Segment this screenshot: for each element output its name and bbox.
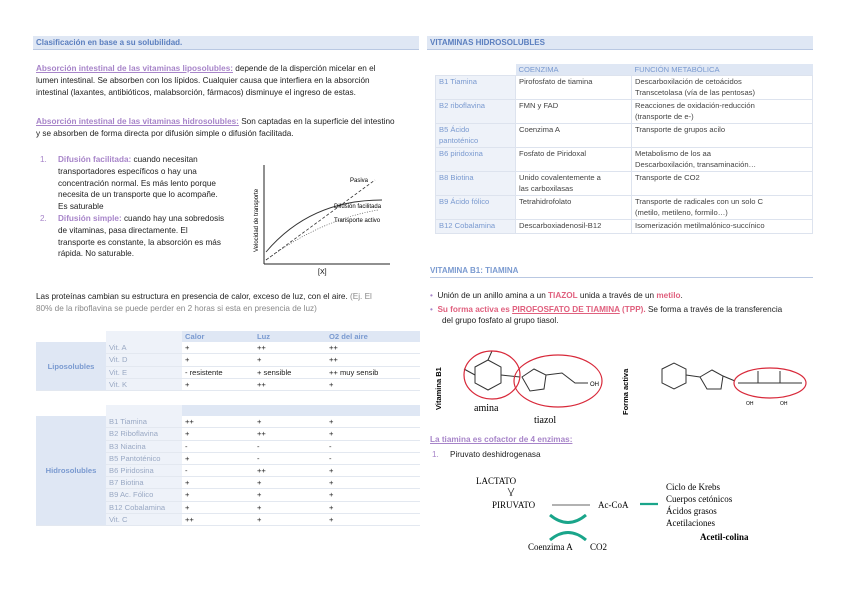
mol-label-b1: Vitamina B1 (434, 367, 443, 410)
path-acidos: Ácidos grasos (666, 506, 717, 516)
list-item: 2. Difusión simple: cuando hay una sobredosis de vitaminas, pasa directamente. El transporte es constante, la absorción es más rápida. No saturable. (40, 213, 225, 259)
table-row: Liposolubles Vit. A + ++ ++ (36, 342, 420, 354)
lipo-group-label: Liposolubles (36, 342, 106, 390)
table-row: B2 riboflavina FMN y FAD Reacciones de oxidación-reducción (transporte de e-) (436, 100, 813, 124)
table-row: Vit. K + ++ + (36, 378, 420, 390)
graph-xlabel: [X] (318, 269, 327, 276)
path-co2: CO2 (590, 542, 608, 552)
hidro-stability-table (36, 405, 420, 526)
path-piruvato: PIRUVATO (492, 500, 536, 510)
hidro-paragraph: Absorción intestinal de las vitaminas hidrosolubles: Son captadas en la superficie del intestino y se absorben de forma directa por difusión simple o difusión facilitada. (36, 117, 395, 138)
diffusion-list (40, 154, 255, 260)
label-activo: Transporte activo (334, 218, 381, 224)
hidro-group-label: Hidrosolubles (36, 416, 106, 525)
table-row: B9 Ácido fólico Tetrahidrofolato Transporte de radicales con un solo C (metilo, metileno, formilo…) (436, 196, 813, 220)
label-pasiva: Pasiva (350, 178, 369, 184)
path-acetilcolina: Acetil-colina (700, 532, 749, 542)
table-row: B6 piridoxina Fosfato de Piridoxal Metabolismo de los aa Descarboxilación, transaminación… (436, 148, 813, 172)
svg-text:OH: OH (590, 382, 599, 388)
table-row: Hidrosolubles B1 Tiamina ++ + + (36, 416, 420, 428)
b1-bullets (430, 290, 820, 327)
table-row: B8 Biotina Unido covalentemente a las carboxilasas Transporte de CO2 (436, 172, 813, 196)
path-acoa: Ac-CoA (598, 500, 629, 510)
table-row: B12 Cobalamina Descarboxiadenosil-B12 Isomerización metilmalónico-succínico (436, 220, 813, 234)
lipo-stability-table: Calor Luz O2 del aire Liposolubles Vit. A + ++ ++ Vit. D + + ++ Vit. E - resistente + sensible ++ muy sensib Vit. K + ++ + (36, 331, 420, 391)
graph-ylabel: Velocidad de transporte (254, 188, 260, 252)
path-ciclo: Ciclo de Krebs (666, 482, 720, 492)
table-row: B5 Ácido pantoténico Coenzima A Transporte de grupos acilo (436, 124, 813, 148)
enzyme-item-1: 1. Piruvato deshidrogenasa (432, 450, 541, 459)
thiamine-structures (430, 345, 815, 435)
pyruvate-pathway (470, 470, 790, 555)
enzyme-title: La tiamina es cofactor de 4 enzimas: (430, 435, 573, 444)
list-item: • Unión de un anillo amina a un TIAZOL unida a través de un metilo. (430, 291, 683, 300)
transport-graph (250, 160, 395, 280)
table-row: B12 Cobalamina + + + (36, 501, 420, 513)
label-facilitada: Difusión facilitada (334, 204, 382, 210)
hidro-heading: Absorción intestinal de las vitaminas hidrosolubles: (36, 117, 239, 126)
protein-paragraph: Las proteínas cambian su estructura en presencia de calor, exceso de luz, con el aire. (Ej. El 80% de la riboflavina se puede perder en 2 horas si esta en presencia de luz) (36, 292, 372, 313)
list-item: • Su forma activa es PIROFOSFATO DE TIAMINA (TPP). Se forma a través de la transferencia del grupo fosfato al grupo tiasol. (430, 304, 783, 325)
path-acetil: Acetilaciones (666, 518, 715, 528)
left-section-header: Clasificación en base a su solubilidad. (33, 36, 419, 50)
table-row: B7 Biotina + + + (36, 477, 420, 489)
table-row: B9 Ac. Fólico + + + (36, 489, 420, 501)
tiazol-label: tiazol (534, 415, 557, 426)
lipo-paragraph: Absorción intestinal de las vitaminas liposolubles: depende de la disperción micelar en el lumen intestinal. Se absorben con los lípidos. Cualquier causa que interfiera en la absorción intestinal (laxantes, antibióticos, malabsorción, fármacos) disminuye el ingreso de estas. (36, 64, 376, 97)
path-lactato: LACTATO (476, 476, 517, 486)
table-row: B3 Niacina - - - (36, 440, 420, 452)
path-cuerpos: Cuerpos cetónicos (666, 494, 733, 504)
table-row: Vit. D + + ++ (36, 354, 420, 366)
table-row: Vit. C ++ + + (36, 513, 420, 525)
amina-label: amina (474, 403, 499, 414)
mol-label-active: Forma activa (621, 368, 630, 415)
tiazol-circle (514, 355, 602, 407)
table-row: Vit. E - resistente + sensible ++ muy sensib (36, 366, 420, 378)
svg-text:OH: OH (780, 401, 788, 407)
right-section-header: VITAMINAS HIDROSOLUBLES (427, 36, 813, 50)
path-coa: Coenzima A (528, 542, 573, 552)
table-row: B5 Pantoténico + - - (36, 452, 420, 464)
table-row: B1 Tiamina Pirofosfato de tiamina Descarboxilación de cetoácidos Transcetolasa (vía de las pentosas) (436, 76, 813, 100)
list-item: 1. Difusión facilitada: cuando necesitan transportadores específicos o hay una concentración normal. Es más lento porque necesita de un transporte que lo acompañe. Es saturable (40, 155, 218, 212)
table-row: B6 Piridosina - ++ + (36, 465, 420, 477)
lipo-heading: Absorción intestinal de las vitaminas liposolubles: (36, 64, 233, 73)
amina-circle (464, 351, 520, 399)
svg-text:OH: OH (746, 401, 754, 407)
table-row: B2 Riboflavina + ++ + (36, 428, 420, 440)
b1-header: VITAMINA B1: TIAMINA (430, 265, 813, 278)
vitamin-coenzyme-table: COENZIMA FUNCIÓN METABÓLICA B1 Tiamina Pirofosfato de tiamina Descarboxilación de cetoácidos Transcetolasa (vía de las pentosas) B2 riboflavina FMN y FAD Reacciones de oxidación-reducción (transporte de e-) B5 Ácido pantoténico Coenzima A Transporte de grupos acilo B6 piridoxina Fosfato de Piridoxal Metabolismo de los aa Descarboxilación, transaminación… B8 Biotina Unido covalentemente a las carboxilasas Transporte de CO2 B9 Ácido fólico Tetrahidrofolato Transporte de radicales con un solo C (metilo, metileno, formilo…) B12 Cobalamina Descarboxiadenosil-B12 Isomerización metilmalónico-succínico (435, 64, 813, 234)
